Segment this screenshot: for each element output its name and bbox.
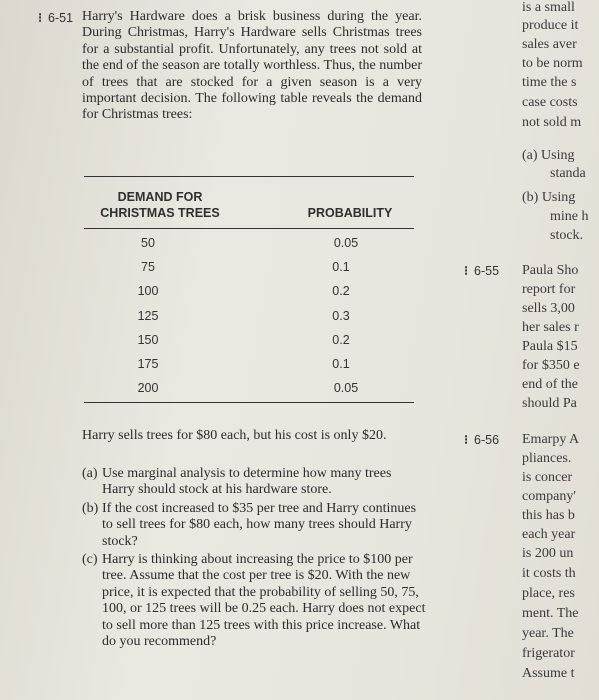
table-cell-demand: 100 bbox=[137, 284, 159, 298]
right-column-line: company' bbox=[522, 489, 576, 504]
table-header-demand: DEMAND FOR CHRISTMAS TREES bbox=[100, 190, 220, 220]
problem-statement-text: Harry sells trees for $80 each, but his cost is only $20. bbox=[82, 428, 387, 443]
right-column-line: case costs bbox=[522, 95, 578, 110]
table-cell-demand: 75 bbox=[141, 260, 155, 274]
right-column-line: standa bbox=[550, 166, 586, 181]
problem-marker: ⁝ bbox=[464, 432, 468, 447]
right-column-line: should Pa bbox=[522, 396, 577, 411]
table-header-probability: PROBABILITY bbox=[307, 206, 393, 220]
problem-marker: ⁝ bbox=[38, 10, 42, 25]
table-cell-demand: 125 bbox=[137, 309, 159, 323]
problem-number: 6-55 bbox=[474, 264, 500, 278]
right-column-line: Paula $15 bbox=[522, 339, 578, 354]
problem-number: 6-51 bbox=[48, 11, 74, 25]
right-column-line: (b) Using bbox=[522, 190, 576, 205]
table-cell-probability: 0.3 bbox=[332, 309, 350, 323]
table-bottom-rule bbox=[84, 402, 414, 403]
table-cell-probability: 0.05 bbox=[333, 236, 359, 250]
table-cell-probability: 0.2 bbox=[332, 284, 350, 298]
right-column-line: sells 3,00 bbox=[522, 301, 575, 316]
table-cell-probability: 0.1 bbox=[332, 260, 350, 274]
right-column-line: place, res bbox=[522, 586, 575, 601]
right-column-line: it costs th bbox=[522, 566, 576, 581]
part-text: Use marginal analysis to determine how many trees Harry should stock at his hardware store. bbox=[102, 466, 392, 498]
right-column-line: year. The bbox=[522, 626, 574, 641]
right-column-line: Paula Sho bbox=[522, 263, 579, 278]
right-column bbox=[462, 0, 599, 700]
right-column-line: each year bbox=[522, 527, 576, 542]
table-top-rule bbox=[84, 176, 414, 177]
part-text: Harry is thinking about increasing the price to $100 per tree. Assume that the cost per tree is $20. With the new price, it is expected that the probability of selling 50, 75, 100, or 125 trees will be 0.25 each. Harry does not expect to sell more than 125 trees with this price increase. What do you recommend? bbox=[102, 552, 426, 650]
table-cell-probability: 0.1 bbox=[332, 357, 350, 371]
right-column-line: for $350 e bbox=[522, 358, 580, 373]
right-column-line: pliances. bbox=[522, 451, 572, 466]
table-header-rule bbox=[84, 228, 414, 229]
table-cell-demand: 50 bbox=[141, 236, 155, 250]
right-column-line: is 200 un bbox=[522, 546, 574, 561]
right-column-line: her sales r bbox=[522, 320, 579, 335]
right-column-line: to be norm bbox=[522, 56, 583, 71]
table-cell-demand: 175 bbox=[137, 357, 159, 371]
right-column-line: end of the bbox=[522, 377, 578, 392]
table-cell-probability: 0.05 bbox=[333, 381, 359, 395]
right-column-line: Emarpy A bbox=[522, 432, 580, 447]
right-column-line: is concer bbox=[522, 470, 573, 485]
problem-number: 6-56 bbox=[474, 433, 500, 447]
right-column-line: sales aver bbox=[522, 37, 577, 52]
part-label: (b) bbox=[82, 500, 99, 516]
part-label: (c) bbox=[82, 552, 98, 568]
right-column-line: stock. bbox=[550, 228, 584, 243]
part-label: (a) bbox=[82, 466, 98, 481]
right-column-line: time the s bbox=[522, 75, 577, 90]
part-c bbox=[82, 552, 427, 650]
part-b bbox=[82, 501, 427, 550]
part-text: If the cost increased to $35 per tree and Harry continues to sell trees for $80 each, how many trees should Harry stock? bbox=[102, 500, 417, 549]
problem-statement bbox=[82, 428, 427, 444]
problem-marker: ⁝ bbox=[464, 263, 468, 278]
table-cell-demand: 200 bbox=[137, 381, 159, 395]
table-cell-probability: 0.2 bbox=[332, 333, 350, 347]
right-column-line: mine h bbox=[550, 209, 589, 224]
right-column-line: (a) Using bbox=[522, 148, 575, 163]
right-column-line: this has b bbox=[522, 508, 575, 523]
right-column-line: not sold m bbox=[522, 115, 582, 130]
right-column-line: frigerator bbox=[522, 646, 575, 661]
right-column-line: ment. The bbox=[522, 606, 579, 621]
right-column-line: Assume t bbox=[522, 666, 575, 681]
problem-intro-text: Harry's Hardware does a brisk business during the year. During Christmas, Harry's Hardware sells Christmas trees for a substantial profit. Unfortunately, any trees not sold at the end of the season are totally worthless. Thus, the number of trees that are stocked for a given season is a very important decision. The following table reveals the demand for Christmas trees: bbox=[82, 9, 422, 123]
problem-parts bbox=[82, 466, 427, 652]
right-column-line: report for bbox=[522, 282, 576, 297]
table-cell-demand: 150 bbox=[137, 333, 159, 347]
right-column-line: is a small bbox=[522, 0, 575, 15]
problem-intro bbox=[82, 9, 422, 124]
right-column-line: produce it bbox=[522, 18, 579, 33]
part-a bbox=[82, 466, 427, 499]
